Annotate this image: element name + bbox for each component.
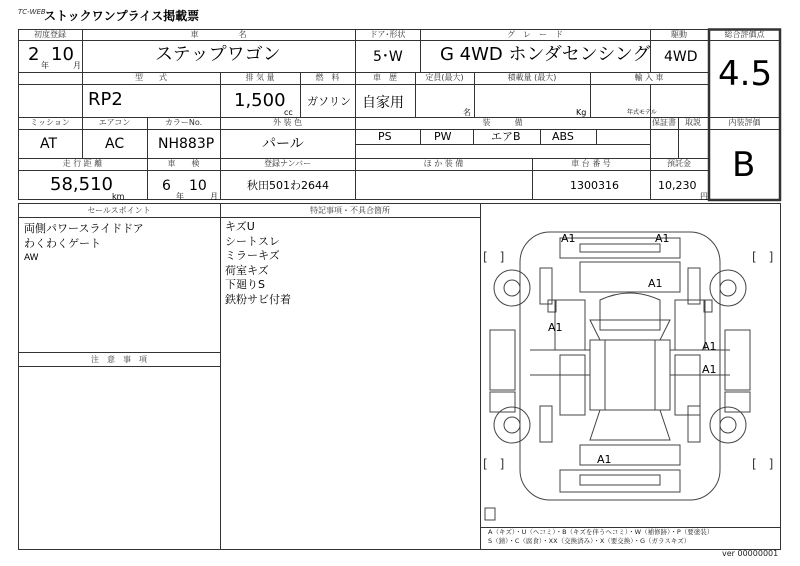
ext-color: パール [262, 136, 304, 152]
equip-airbag: エアB [491, 130, 521, 143]
bracket-front-right: [ ] [752, 250, 774, 264]
special-note-item: 下廻りS [225, 278, 265, 291]
label-vehicle-name: 車 名 [190, 30, 247, 39]
deposit-unit: 円 [700, 192, 708, 201]
label-drive: 駆動 [671, 30, 687, 39]
tc-web-logo: TC-WEB [18, 8, 46, 16]
overall-score: 4.5 [718, 54, 773, 94]
reg-month: 10 [51, 44, 74, 65]
label-import: 輸 入 車 [634, 73, 664, 82]
reg-year-unit: 年 [41, 61, 49, 70]
mileage-unit: km [112, 192, 125, 201]
page-title: ストックワンプライス掲載票 [44, 9, 200, 23]
label-ext-color: 外 装 色 [272, 118, 303, 127]
label-manual: 取説 [685, 118, 701, 127]
damage-mark: A1 [648, 277, 663, 290]
mileage: 58,510 [50, 174, 113, 195]
label-deposit: 預託金 [667, 159, 691, 168]
displacement: 1,500 [234, 90, 286, 111]
damage-mark: A1 [548, 321, 563, 334]
label-first-reg: 初度登録 [34, 30, 66, 39]
deposit: 10,230 [658, 179, 697, 192]
label-load: 積載量 (最大) [507, 73, 557, 82]
label-displacement: 排 気 量 [245, 73, 275, 82]
aircon: AC [105, 136, 125, 152]
bracket-rear-left: [ ] [483, 457, 505, 471]
special-note-item: キズU [225, 220, 255, 233]
legend-line: S（錆）・C（腐食）・XX（交換済み）・X（要交換）・G（ガラスキズ） [488, 537, 691, 545]
label-warranty: 保証書 [652, 118, 676, 127]
label-caution: 注 意 事 項 [91, 355, 147, 364]
special-notes-list [225, 220, 291, 307]
label-equipment: 装 備 [482, 118, 523, 127]
label-capacity: 定員(最大) [425, 73, 464, 82]
special-note-item: シートスレ [225, 234, 280, 248]
capacity-unit: 名 [463, 108, 471, 117]
insp-month: 10 [189, 178, 207, 194]
history: 自家用 [362, 95, 404, 111]
displacement-unit: cc [284, 108, 293, 117]
vehicle-name: ステップワゴン [155, 44, 281, 65]
special-note-item: 荷室キズ [225, 263, 269, 277]
special-note-item: 鉄粉サビ付着 [225, 292, 291, 306]
label-color-no: カラーNo. [164, 118, 203, 127]
version-label: ver 00000001 [722, 549, 779, 558]
equip-pw: PW [434, 130, 452, 143]
label-model: 型 式 [135, 73, 167, 82]
color-no: NH883P [158, 136, 215, 152]
load-unit: Kg [576, 108, 587, 117]
label-aircon: エアコン [98, 118, 131, 127]
label-fuel: 燃 料 [315, 73, 340, 82]
special-note-item: ミラーキズ [225, 249, 280, 262]
equip-abs: ABS [552, 130, 574, 143]
interior-score: B [732, 145, 756, 185]
bracket-rear-right: [ ] [752, 457, 774, 471]
label-overall-score: 総合評価点 [724, 30, 765, 39]
car-diagram [485, 232, 750, 520]
label-inspection: 車 検 [167, 159, 200, 168]
chassis-no: 1300316 [570, 179, 619, 192]
mission: AT [40, 136, 58, 152]
plate: 秋田501わ2644 [247, 179, 329, 192]
label-grade: グ レ ー ド [507, 30, 563, 39]
label-mission: ミッション [30, 118, 70, 127]
label-mileage: 走 行 距 離 [62, 159, 103, 168]
damage-mark: A1 [561, 232, 576, 245]
insp-month-unit: 月 [210, 192, 218, 201]
label-interior-score: 内装評価 [728, 118, 761, 127]
insp-year-unit: 年 [176, 192, 184, 201]
fuel: ガソリン [307, 95, 351, 108]
label-special-notes: 特記事項・不具合箇所 [310, 206, 390, 215]
drive: 4WD [664, 49, 698, 65]
label-other-equipment: ほ か 装 備 [423, 159, 464, 168]
reg-month-unit: 月 [73, 61, 81, 70]
sales-points-list [24, 222, 144, 266]
sales-point-item: AW [24, 253, 39, 263]
grade: G 4WD ホンダセンシング [440, 44, 651, 65]
label-history: 車 歴 [373, 73, 397, 82]
insp-year: 6 [162, 178, 171, 194]
label-sales-points: セールスポイント [87, 206, 151, 215]
label-door-shape: ドア･形状 [369, 30, 406, 39]
damage-legend [488, 528, 713, 546]
label-chassis-no: 車 台 番 号 [571, 159, 611, 168]
reg-year: 2 [28, 44, 40, 65]
damage-mark: A1 [702, 363, 717, 376]
door-shape: 5･W [373, 49, 403, 65]
label-plate: 登録ナンバー [263, 159, 312, 168]
bracket-front-left: [ ] [483, 250, 505, 264]
legend-line: A（キズ）・U（ヘコミ）・B（キズを伴うヘコミ）・W（補修跡）・P（要塗装） [488, 528, 714, 536]
equip-ps: PS [378, 130, 392, 143]
import-model-year: 年式モデル [627, 109, 657, 116]
sales-point-item: わくわくゲート [24, 236, 101, 250]
damage-mark: A1 [597, 453, 612, 466]
sales-point-item: 両側パワースライドドア [24, 222, 144, 235]
damage-mark: A1 [702, 340, 717, 353]
model: RP2 [88, 89, 123, 110]
damage-mark: A1 [655, 232, 670, 245]
